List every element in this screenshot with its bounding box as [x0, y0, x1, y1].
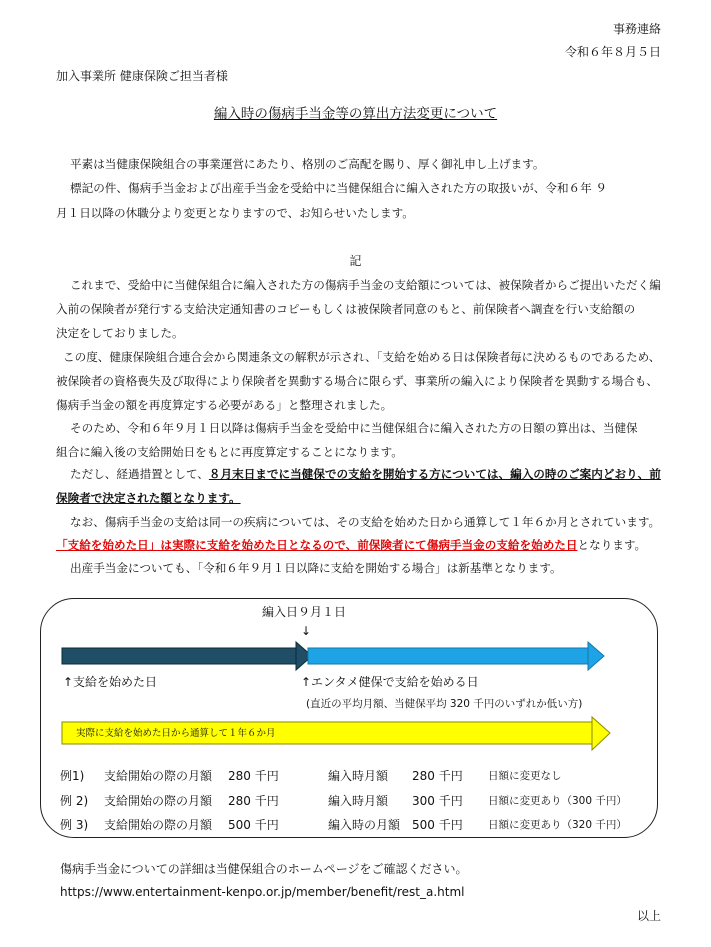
para4-line-a [56, 462, 671, 486]
intro-line-1: 平素は当健康保険組合の事業運営にあたり、格別のご高配を賜り、厚く御礼申し上げます。 [70, 157, 545, 171]
example-transfer-value: 280 千円 [412, 769, 463, 783]
para6-rest: となります。 [577, 538, 647, 552]
example-result: 日額に変更あり（300 千円） [488, 795, 627, 807]
timeline-arrows [60, 640, 610, 672]
down-arrow-icon: ↓ [301, 624, 312, 638]
example-transfer-label: 編入時月額 [328, 769, 389, 783]
light-arrow-body [308, 648, 588, 664]
example-start-label: 支給開始の際の月額 [104, 769, 213, 783]
start-date-label: ↑支給を始めた日 [63, 675, 158, 689]
para3-line-b: 組合に編入後の支給開始日をもとに再度算定することになります。 [56, 445, 403, 459]
para2-line-b: 被保険者の資格喪失及び取得により保険者を異動する場合に限らず、事業所の編入により保険者を異動する場合も、 [56, 374, 658, 388]
para7: 出産手当金についても、「令和６年９月１日以降に支給を開始する場合」は新基準となります。 [70, 561, 562, 575]
intro-line-2a: 標記の件、傷病手当金および出産手当金を受給中に当健保組合に編入された方の取扱いが、令和６年 ９ [70, 181, 608, 195]
ki-mark: 記 [349, 254, 362, 268]
example-start-value: 280 千円 [228, 769, 279, 783]
notice-date: 令和６年８月５日 [564, 45, 661, 59]
dark-arrow-body [62, 648, 298, 664]
transfer-date-label: 編入日９月１日 [262, 605, 347, 619]
example-transfer-label: 編入時の月額 [328, 818, 401, 832]
example-label: 例1) [60, 769, 85, 783]
para2-line-a: この度、健康保険組合連合会から関連条文の解釈が示され、「支給を始める日は保険者毎に決めるものであるため、 [63, 350, 661, 364]
details-note: 傷病手当金についての詳細は当健保組合のホームページをご確認ください。 [60, 862, 468, 876]
page-title: 編入時の傷病手当金等の算出方法変更について [213, 106, 498, 122]
entame-note: (直近の平均月額、当健保平均 320 千円のいずれか低い方) [306, 698, 583, 710]
para1-line-b: 入前の保険者が発行する支給決定通知書のコピーもしくは被保険者同意のもと、前保険者へ調査を行い支給額の [56, 302, 636, 316]
example-result: 日額に変更あり（320 千円） [488, 819, 627, 831]
example-transfer-value: 500 千円 [412, 818, 463, 832]
para4-prefix: ただし、経過措置として、 [70, 467, 209, 481]
example-label: 例 2) [60, 794, 89, 808]
example-transfer-value: 300 千円 [412, 794, 463, 808]
example-start-label: 支給開始の際の月額 [104, 794, 213, 808]
details-url[interactable]: https://www.entertainment-kenpo.or.jp/member/benefit/rest_a.html [60, 885, 465, 899]
yellow-arrow-head [592, 717, 610, 750]
example-start-value: 280 千円 [228, 794, 279, 808]
para5: なお、傷病手当金の支給は同一の疾病については、その支給を始めた日から通算して１年６か月とされています。 [70, 515, 661, 529]
para4-bold-2: 保険者で決定された額となります。 [56, 491, 241, 505]
addressee: 加入事業所 健康保険ご担当者様 [56, 69, 228, 83]
para2-line-c: 傷病手当金の額を再度算定する必要がある」と整理されました。 [56, 398, 393, 412]
example-row-3 [60, 816, 650, 834]
para1-line-a: これまで、受給中に当健保組合に編入された方の傷病手当金の支給額については、被保険者からご提出いただく編 [70, 278, 661, 292]
example-row-1 [60, 767, 650, 785]
para6-red-text: 「支給を始めた日」は実際に支給を始めた日となるので、前保険者にて傷病手当金の支給を始めた日 [56, 538, 578, 552]
para1-line-c: 決定をしておりました。 [56, 326, 184, 340]
para4-bold-1: ８月末日までに当健保での支給を開始する方については、編入の時のご案内どおり、前 [208, 467, 661, 481]
example-row-2 [60, 792, 650, 810]
yellow-arrow-label: 実際に支給を始めた日から通算して１年６か月 [76, 728, 276, 739]
entame-start-label: ↑エンタメ健保で支給を始める日 [301, 675, 479, 689]
notice-type: 事務連絡 [612, 22, 661, 36]
light-arrow-head [588, 642, 604, 670]
example-start-label: 支給開始の際の月額 [104, 818, 213, 832]
example-result: 日額に変更なし [488, 770, 562, 782]
para6 [56, 533, 671, 557]
intro-line-2b: 月１日以降の休職分より変更となりますので、お知らせいたします。 [56, 206, 414, 220]
closing-mark: 以上 [636, 909, 661, 923]
example-start-value: 500 千円 [228, 818, 279, 832]
para3-line-a: そのため、令和６年９月１日以降は傷病手当金を受給中に当健保組合に編入された方の日額の算出は、当健保 [70, 421, 638, 435]
example-label: 例 3) [60, 818, 89, 832]
example-transfer-label: 編入時月額 [328, 794, 389, 808]
